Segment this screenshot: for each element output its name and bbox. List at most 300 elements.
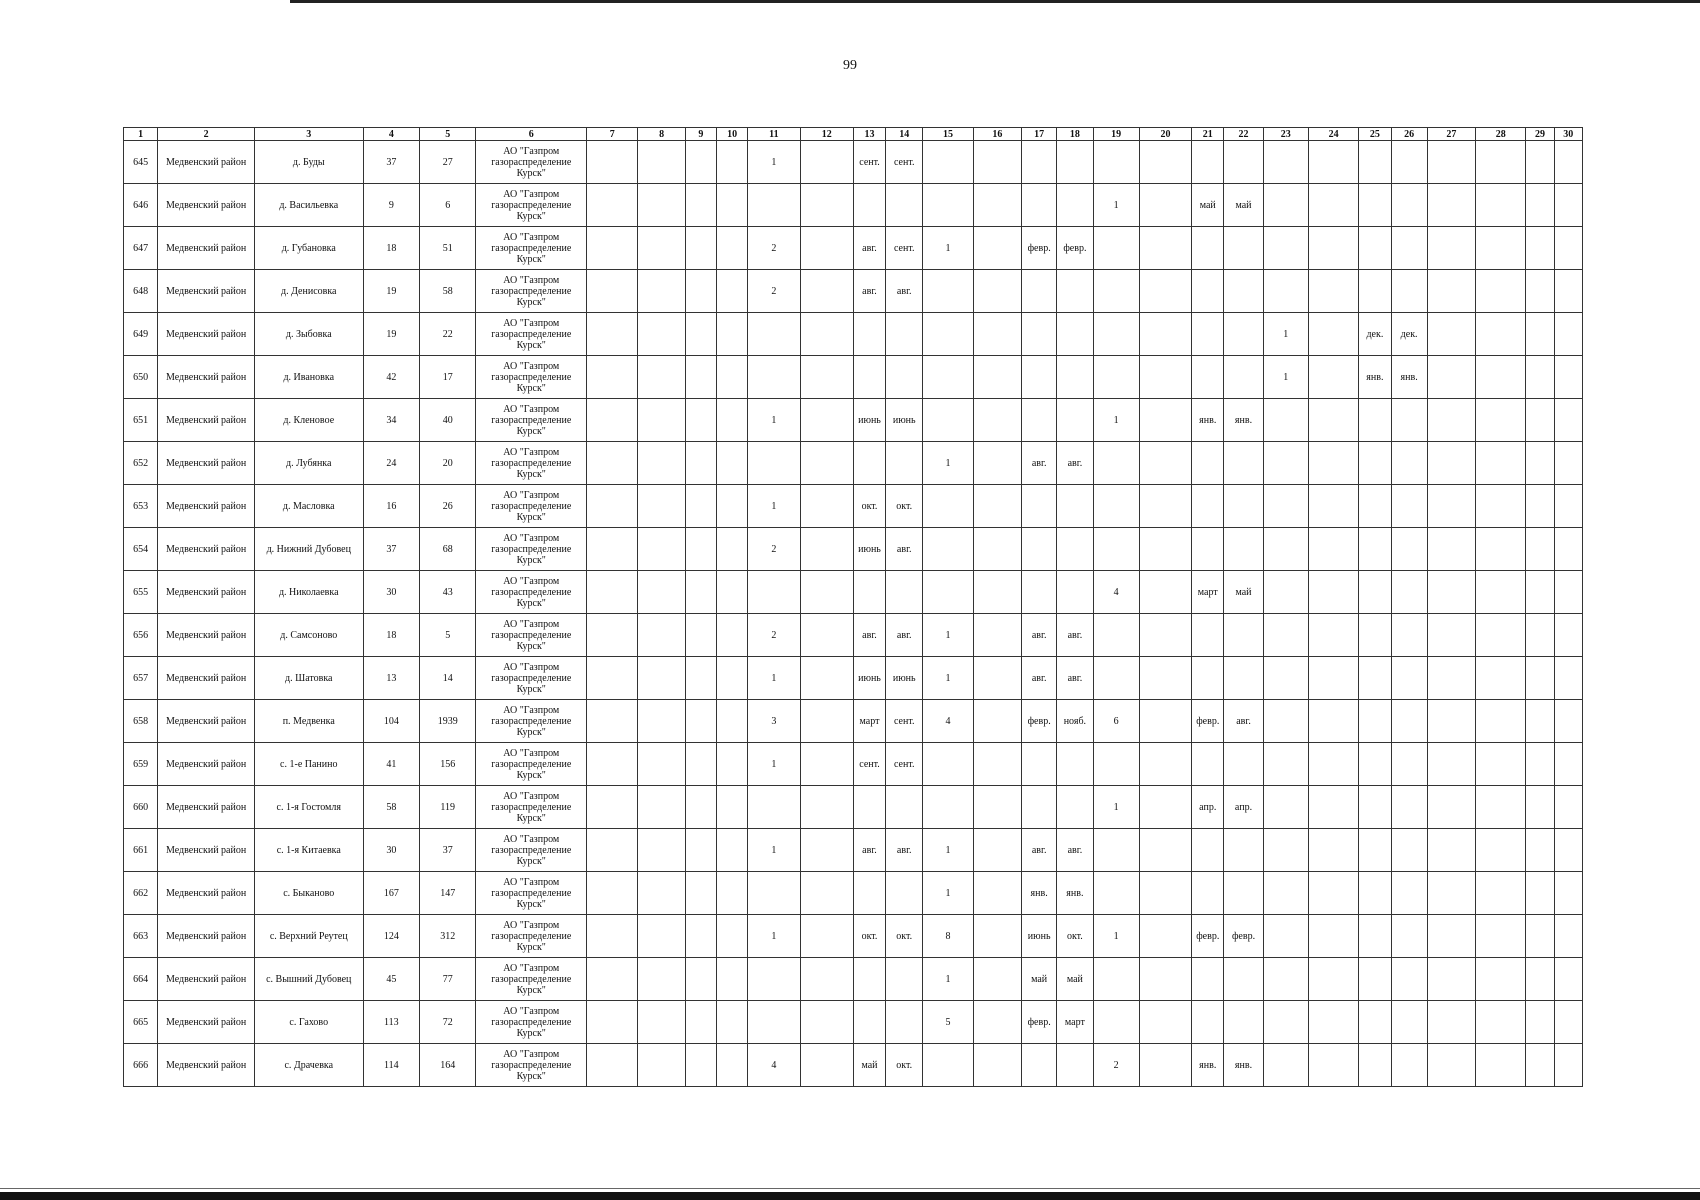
table-cell: Медвенский район — [158, 1001, 255, 1044]
table-cell — [1192, 958, 1224, 1001]
table-row — [124, 743, 1583, 786]
table-cell — [1359, 141, 1391, 184]
table-cell — [1391, 571, 1427, 614]
table-cell: 30 — [363, 829, 419, 872]
table-cell: 17 — [420, 356, 476, 399]
table-cell — [1391, 485, 1427, 528]
table-cell — [587, 614, 638, 657]
table-cell — [1476, 915, 1526, 958]
table-cell: окт. — [886, 1044, 923, 1087]
table-cell: Медвенский район — [158, 528, 255, 571]
table-cell — [1554, 356, 1582, 399]
table-cell — [1554, 399, 1582, 442]
table-cell — [1224, 356, 1263, 399]
table-cell: авг. — [886, 829, 923, 872]
table-cell: 648 — [124, 270, 158, 313]
table-cell — [685, 528, 716, 571]
table-cell: окт. — [1057, 915, 1093, 958]
table-cell: авг. — [853, 270, 885, 313]
table-cell — [1022, 184, 1057, 227]
table-cell — [587, 184, 638, 227]
table-cell — [1263, 614, 1308, 657]
table-cell: 1 — [923, 657, 973, 700]
table-cell: Медвенский район — [158, 915, 255, 958]
table-cell — [1391, 184, 1427, 227]
table-cell: АО "Газпром газораспределение Курск" — [476, 399, 587, 442]
table-cell — [1192, 313, 1224, 356]
table-cell — [973, 571, 1021, 614]
table-cell — [716, 657, 747, 700]
table-cell — [716, 399, 747, 442]
table-cell — [1526, 1001, 1554, 1044]
table-cell — [638, 313, 685, 356]
table-cell — [1526, 141, 1554, 184]
column-header: 21 — [1192, 128, 1224, 141]
table-cell — [1093, 829, 1139, 872]
table-cell: 37 — [363, 528, 419, 571]
table-cell: май — [1022, 958, 1057, 1001]
table-cell — [1427, 184, 1475, 227]
table-cell — [1359, 528, 1391, 571]
table-cell — [1057, 1044, 1093, 1087]
table-cell — [716, 614, 747, 657]
table-cell — [587, 1044, 638, 1087]
table-cell — [973, 399, 1021, 442]
table-cell — [1057, 313, 1093, 356]
table-cell: АО "Газпром газораспределение Курск" — [476, 227, 587, 270]
table-cell: июнь — [886, 657, 923, 700]
table-cell — [638, 915, 685, 958]
table-cell — [1308, 270, 1358, 313]
table-cell — [973, 872, 1021, 915]
table-cell — [1526, 485, 1554, 528]
table-cell: 655 — [124, 571, 158, 614]
table-cell — [638, 270, 685, 313]
table-cell — [1526, 571, 1554, 614]
table-cell: АО "Газпром газораспределение Курск" — [476, 958, 587, 1001]
table-row — [124, 399, 1583, 442]
table-cell: 37 — [363, 141, 419, 184]
table-cell — [1139, 141, 1191, 184]
table-cell — [1391, 657, 1427, 700]
table-cell — [1192, 1001, 1224, 1044]
table-cell — [800, 700, 853, 743]
table-cell — [1093, 141, 1139, 184]
table-cell — [886, 786, 923, 829]
table-cell — [1554, 872, 1582, 915]
table-cell — [1359, 700, 1391, 743]
table-cell — [1359, 485, 1391, 528]
table-cell: 649 — [124, 313, 158, 356]
table-cell: май — [853, 1044, 885, 1087]
table-cell — [1391, 1001, 1427, 1044]
table-cell — [1192, 528, 1224, 571]
table-cell: Медвенский район — [158, 958, 255, 1001]
table-cell: АО "Газпром газораспределение Курск" — [476, 743, 587, 786]
table-cell: 1 — [1093, 184, 1139, 227]
table-cell — [1391, 614, 1427, 657]
table-cell: авг. — [853, 614, 885, 657]
table-cell — [973, 743, 1021, 786]
table-cell: авг. — [1057, 829, 1093, 872]
table-cell: Медвенский район — [158, 270, 255, 313]
table-cell: 1 — [923, 614, 973, 657]
table-cell — [1263, 829, 1308, 872]
table-cell: д. Буды — [254, 141, 363, 184]
table-cell: Медвенский район — [158, 313, 255, 356]
table-cell — [973, 786, 1021, 829]
table-cell: сент. — [886, 141, 923, 184]
table-cell: 1 — [923, 829, 973, 872]
table-cell — [1554, 743, 1582, 786]
table-cell: 20 — [420, 442, 476, 485]
table-cell — [1224, 614, 1263, 657]
table-cell — [1263, 1001, 1308, 1044]
table-cell — [1476, 958, 1526, 1001]
table-cell: янв. — [1224, 399, 1263, 442]
table-cell: янв. — [1022, 872, 1057, 915]
table-cell — [1093, 958, 1139, 1001]
table-cell — [1093, 313, 1139, 356]
table-cell — [587, 528, 638, 571]
table-cell — [1359, 614, 1391, 657]
table-cell: 26 — [420, 485, 476, 528]
table-cell — [748, 958, 800, 1001]
table-cell — [748, 313, 800, 356]
table-cell: д. Васильевка — [254, 184, 363, 227]
table-cell: 1939 — [420, 700, 476, 743]
table-cell: 41 — [363, 743, 419, 786]
table-cell: д. Николаевка — [254, 571, 363, 614]
table-cell — [1554, 1044, 1582, 1087]
table-cell — [973, 528, 1021, 571]
table-cell: 77 — [420, 958, 476, 1001]
table-cell — [800, 442, 853, 485]
table-cell — [1476, 399, 1526, 442]
table-cell: авг. — [853, 227, 885, 270]
table-cell: 4 — [1093, 571, 1139, 614]
table-cell: янв. — [1359, 356, 1391, 399]
table-cell — [1308, 141, 1358, 184]
table-cell: 5 — [420, 614, 476, 657]
table-cell — [638, 958, 685, 1001]
table-cell — [1554, 442, 1582, 485]
table-cell — [685, 442, 716, 485]
column-header: 30 — [1554, 128, 1582, 141]
table-cell — [1224, 141, 1263, 184]
table-cell — [1391, 270, 1427, 313]
table-cell — [800, 614, 853, 657]
table-cell — [1526, 743, 1554, 786]
bottom-scan-bar — [0, 1192, 1700, 1200]
table-cell — [716, 227, 747, 270]
table-cell: 164 — [420, 1044, 476, 1087]
table-cell — [1359, 786, 1391, 829]
page-number: 99 — [843, 58, 857, 73]
table-cell: авг. — [1022, 614, 1057, 657]
table-cell: янв. — [1192, 1044, 1224, 1087]
table-cell: 9 — [363, 184, 419, 227]
table-cell: АО "Газпром газораспределение Курск" — [476, 442, 587, 485]
table-cell — [1093, 1001, 1139, 1044]
table-cell — [1359, 743, 1391, 786]
table-cell: май — [1224, 184, 1263, 227]
table-cell — [1139, 872, 1191, 915]
table-cell: сент. — [886, 700, 923, 743]
table-cell — [1476, 270, 1526, 313]
table-cell — [1308, 1044, 1358, 1087]
table-cell — [685, 313, 716, 356]
table-cell — [1263, 1044, 1308, 1087]
table-cell: 119 — [420, 786, 476, 829]
table-cell: март — [1192, 571, 1224, 614]
table-cell: 1 — [748, 915, 800, 958]
table-cell — [1427, 528, 1475, 571]
table-cell: д. Денисовка — [254, 270, 363, 313]
table-cell — [685, 786, 716, 829]
column-header: 17 — [1022, 128, 1057, 141]
table-cell: апр. — [1224, 786, 1263, 829]
table-cell — [1139, 1044, 1191, 1087]
table-cell — [1022, 270, 1057, 313]
table-cell — [1554, 270, 1582, 313]
table-cell — [1308, 571, 1358, 614]
table-cell — [1192, 442, 1224, 485]
table-cell: АО "Газпром газораспределение Курск" — [476, 528, 587, 571]
table-cell — [638, 700, 685, 743]
table-cell — [1139, 485, 1191, 528]
table-cell — [800, 270, 853, 313]
table-cell — [973, 270, 1021, 313]
table-cell — [1526, 270, 1554, 313]
column-header: 18 — [1057, 128, 1093, 141]
table-cell — [1526, 1044, 1554, 1087]
table-cell — [1476, 829, 1526, 872]
table-cell — [1263, 141, 1308, 184]
table-cell: с. 1-е Панино — [254, 743, 363, 786]
table-cell: 652 — [124, 442, 158, 485]
table-cell — [685, 614, 716, 657]
column-header: 26 — [1391, 128, 1427, 141]
table-cell — [1554, 786, 1582, 829]
table-cell: АО "Газпром газораспределение Курск" — [476, 571, 587, 614]
table-cell: АО "Газпром газораспределение Курск" — [476, 786, 587, 829]
table-cell — [1224, 1001, 1263, 1044]
table-cell — [716, 141, 747, 184]
table-cell — [1192, 227, 1224, 270]
table-cell — [1554, 614, 1582, 657]
table-cell: Медвенский район — [158, 442, 255, 485]
column-header: 25 — [1359, 128, 1391, 141]
table-cell: 656 — [124, 614, 158, 657]
table-cell — [1526, 442, 1554, 485]
table-cell: окт. — [886, 485, 923, 528]
table-cell — [1192, 743, 1224, 786]
table-cell — [1224, 270, 1263, 313]
table-cell — [685, 915, 716, 958]
table-cell — [1391, 958, 1427, 1001]
table-cell — [1022, 399, 1057, 442]
column-header: 9 — [685, 128, 716, 141]
table-cell — [1476, 657, 1526, 700]
table-cell — [685, 1044, 716, 1087]
table-cell — [685, 227, 716, 270]
table-cell — [1224, 227, 1263, 270]
table-cell — [716, 184, 747, 227]
table-cell — [1093, 743, 1139, 786]
table-cell: 665 — [124, 1001, 158, 1044]
table-cell — [1139, 528, 1191, 571]
table-cell: февр. — [1224, 915, 1263, 958]
table-cell: АО "Газпром газораспределение Курск" — [476, 614, 587, 657]
table-cell: янв. — [1192, 399, 1224, 442]
table-cell — [716, 356, 747, 399]
table-cell: 5 — [923, 1001, 973, 1044]
table-cell — [886, 872, 923, 915]
table-cell: сент. — [853, 141, 885, 184]
table-cell: сент. — [886, 743, 923, 786]
table-cell: АО "Газпром газораспределение Курск" — [476, 1001, 587, 1044]
table-cell — [1139, 700, 1191, 743]
table-cell: Медвенский район — [158, 700, 255, 743]
table-cell — [923, 399, 973, 442]
table-cell — [716, 829, 747, 872]
table-cell: Медвенский район — [158, 399, 255, 442]
table-cell — [1263, 786, 1308, 829]
table-cell — [1526, 313, 1554, 356]
table-cell: с. Верхний Реутец — [254, 915, 363, 958]
table-cell: АО "Газпром газораспределение Курск" — [476, 700, 587, 743]
table-cell: 4 — [923, 700, 973, 743]
table-cell — [1526, 958, 1554, 1001]
table-cell — [853, 958, 885, 1001]
table-cell — [1554, 915, 1582, 958]
table-cell — [923, 141, 973, 184]
table-cell — [973, 1044, 1021, 1087]
table-cell — [973, 614, 1021, 657]
table-cell — [1022, 141, 1057, 184]
table-cell — [1554, 528, 1582, 571]
table-cell — [1359, 571, 1391, 614]
table-cell — [1263, 872, 1308, 915]
table-cell — [685, 571, 716, 614]
table-body — [124, 141, 1583, 1087]
table-cell — [1359, 872, 1391, 915]
table-cell — [716, 700, 747, 743]
table-cell — [1308, 657, 1358, 700]
table-cell — [716, 915, 747, 958]
table-cell — [638, 399, 685, 442]
table-cell — [973, 915, 1021, 958]
table-cell — [1427, 872, 1475, 915]
table-cell: 666 — [124, 1044, 158, 1087]
table-cell — [973, 356, 1021, 399]
table-cell: 1 — [923, 442, 973, 485]
table-cell — [587, 1001, 638, 1044]
table-cell — [853, 1001, 885, 1044]
table-cell — [748, 1001, 800, 1044]
table-cell — [1263, 915, 1308, 958]
table-cell: с. 1-я Гостомля — [254, 786, 363, 829]
table-cell — [1427, 571, 1475, 614]
table-cell: 646 — [124, 184, 158, 227]
table-cell — [1192, 270, 1224, 313]
table-cell — [1022, 786, 1057, 829]
table-row — [124, 485, 1583, 528]
table-cell — [1476, 184, 1526, 227]
table-cell: май — [1224, 571, 1263, 614]
table-cell: июнь — [886, 399, 923, 442]
table-cell — [1192, 614, 1224, 657]
table-cell: АО "Газпром газораспределение Курск" — [476, 485, 587, 528]
table-cell: 663 — [124, 915, 158, 958]
table-cell: 662 — [124, 872, 158, 915]
table-cell — [1093, 528, 1139, 571]
table-cell: 22 — [420, 313, 476, 356]
table-cell: с. 1-я Китаевка — [254, 829, 363, 872]
table-cell — [1427, 1044, 1475, 1087]
table-cell — [1224, 442, 1263, 485]
table-cell: д. Губановка — [254, 227, 363, 270]
table-cell: АО "Газпром газораспределение Курск" — [476, 1044, 587, 1087]
table-cell: 2 — [748, 528, 800, 571]
table-cell — [685, 700, 716, 743]
table-cell: 72 — [420, 1001, 476, 1044]
table-cell — [800, 227, 853, 270]
table-cell — [1022, 356, 1057, 399]
table-row — [124, 442, 1583, 485]
table-cell: 40 — [420, 399, 476, 442]
table-cell — [638, 614, 685, 657]
table-cell — [1308, 700, 1358, 743]
table-cell — [1554, 958, 1582, 1001]
table-cell: 43 — [420, 571, 476, 614]
table-cell — [1093, 270, 1139, 313]
table-cell: 650 — [124, 356, 158, 399]
table-cell: февр. — [1022, 700, 1057, 743]
table-cell: 1 — [923, 958, 973, 1001]
table-cell — [800, 1001, 853, 1044]
table-cell — [1391, 743, 1427, 786]
table-cell: с. Гахово — [254, 1001, 363, 1044]
table-cell — [1391, 786, 1427, 829]
column-header: 24 — [1308, 128, 1358, 141]
column-header: 5 — [420, 128, 476, 141]
table-cell: авг. — [1022, 657, 1057, 700]
table-cell: 42 — [363, 356, 419, 399]
table-cell — [638, 227, 685, 270]
table-cell: 19 — [363, 313, 419, 356]
table-row — [124, 227, 1583, 270]
table-cell — [1057, 786, 1093, 829]
table-cell: 51 — [420, 227, 476, 270]
table-cell: 653 — [124, 485, 158, 528]
table-cell — [1308, 915, 1358, 958]
table-cell — [923, 270, 973, 313]
table-cell — [1022, 485, 1057, 528]
table-cell — [716, 786, 747, 829]
table-cell — [1526, 872, 1554, 915]
table-cell — [1263, 270, 1308, 313]
table-cell — [1057, 270, 1093, 313]
table-row — [124, 270, 1583, 313]
table-cell — [800, 657, 853, 700]
table-cell — [587, 356, 638, 399]
table-cell: с. Драчевка — [254, 1044, 363, 1087]
table-cell — [638, 571, 685, 614]
table-cell — [886, 442, 923, 485]
table-cell — [1526, 356, 1554, 399]
